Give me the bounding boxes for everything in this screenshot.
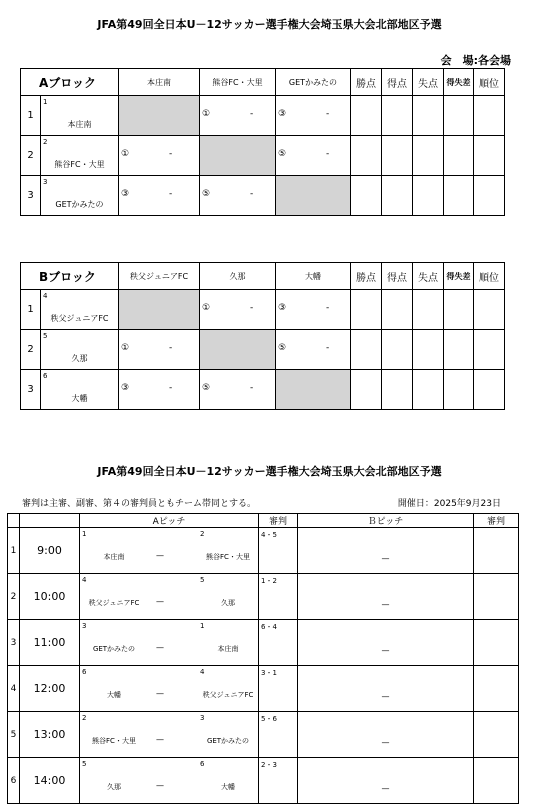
schedule-table <box>7 513 519 804</box>
goals-for-cell <box>382 96 413 136</box>
table-row <box>21 176 505 216</box>
versus-dash: — <box>381 738 390 747</box>
event-date: 開催日：2025年9月23日 <box>397 499 501 509</box>
match-cell <box>276 96 351 136</box>
header-goal-diff: 得失差 <box>444 263 474 290</box>
self-match-cell <box>200 136 276 176</box>
left-team-number: 6 <box>82 668 87 676</box>
goals-for-cell <box>382 176 413 216</box>
header-goals-for: 得点 <box>382 69 413 96</box>
b-pitch-referee <box>474 620 519 666</box>
b-pitch-referee <box>474 712 519 758</box>
points-cell <box>351 370 382 410</box>
left-team-number: 2 <box>82 714 87 722</box>
schedule-row <box>8 712 519 758</box>
score-dash: - <box>250 383 254 393</box>
schedule-row <box>8 528 519 574</box>
b-pitch-match <box>298 620 474 666</box>
referee-teams: 4・5 <box>261 531 277 539</box>
match-cell <box>119 370 200 410</box>
team-number: 6 <box>43 372 48 380</box>
versus-dash: — <box>156 781 164 790</box>
team-number: 2 <box>43 138 48 146</box>
a-pitch-referee <box>259 712 298 758</box>
header-team: 秩父ジュニアFC <box>119 263 200 290</box>
referee-teams: 1・2 <box>261 577 277 585</box>
a-pitch-match <box>80 758 259 804</box>
goal-diff-cell <box>444 330 474 370</box>
team-cell <box>41 330 119 370</box>
match-cell <box>119 176 200 216</box>
a-pitch-referee <box>259 574 298 620</box>
team-name: 本庄南 <box>67 120 92 129</box>
schedule-row <box>8 758 519 804</box>
score-dash: - <box>169 343 173 353</box>
goals-for-cell <box>382 290 413 330</box>
header-points: 勝点 <box>351 263 382 290</box>
kickoff-time: 10:00 <box>20 574 80 620</box>
left-team-name: 熊谷FC・大里 <box>92 737 136 745</box>
rank-cell <box>474 136 505 176</box>
match-number: ① <box>202 109 211 119</box>
referee-teams: 5・6 <box>261 715 277 723</box>
match-number: ③ <box>121 383 130 393</box>
points-cell <box>351 96 382 136</box>
header-goals-against: 失点 <box>413 69 444 96</box>
schedule-title: JFA第49回全日本U－12サッカー選手権大会埼玉県大会北部地区予選 <box>97 465 442 478</box>
b-pitch-referee <box>474 574 519 620</box>
match-number: ⑤ <box>278 149 287 159</box>
left-team-number: 5 <box>82 760 87 768</box>
versus-dash: — <box>156 689 164 698</box>
header-referee: 審判 <box>474 514 519 528</box>
self-match-cell <box>119 290 200 330</box>
team-name: 秩父ジュニアFC <box>50 314 109 323</box>
right-team-number: 3 <box>200 714 205 722</box>
team-cell <box>41 370 119 410</box>
match-cell <box>276 136 351 176</box>
a-pitch-referee <box>259 666 298 712</box>
self-match-cell <box>276 370 351 410</box>
right-team-number: 2 <box>200 530 205 538</box>
left-team-name: GETかみたの <box>92 645 136 653</box>
goals-for-cell <box>382 370 413 410</box>
left-team-name: 大幡 <box>107 691 121 699</box>
versus-dash: — <box>381 646 390 655</box>
score-dash: - <box>250 303 254 313</box>
versus-dash: — <box>156 597 164 606</box>
goals-against-cell <box>413 290 444 330</box>
team-cell <box>41 96 119 136</box>
b-pitch-match <box>298 528 474 574</box>
match-no: 6 <box>8 758 20 804</box>
score-dash: - <box>326 303 330 313</box>
header-team: GETかみたの <box>276 69 351 96</box>
match-number: ⑤ <box>278 343 287 353</box>
schedule-row <box>8 666 519 712</box>
match-cell <box>200 96 276 136</box>
match-number: ① <box>202 303 211 313</box>
goal-diff-cell <box>444 136 474 176</box>
referee-note: 審判は主審、副審、第４の審判員ともチーム帯同とする。 <box>22 499 257 509</box>
a-pitch-match <box>80 620 259 666</box>
match-cell <box>276 330 351 370</box>
rank-cell <box>474 290 505 330</box>
goals-against-cell <box>413 176 444 216</box>
rank-cell <box>474 176 505 216</box>
points-cell <box>351 136 382 176</box>
goals-against-cell <box>413 370 444 410</box>
score-dash: - <box>250 189 254 199</box>
match-cell <box>119 136 200 176</box>
b-pitch-match <box>298 666 474 712</box>
match-cell <box>276 290 351 330</box>
right-team-name: 本庄南 <box>217 645 239 653</box>
kickoff-time: 14:00 <box>20 758 80 804</box>
goals-against-cell <box>413 136 444 176</box>
header-team: 本庄南 <box>119 69 200 96</box>
team-name: 熊谷FC・大里 <box>54 160 105 169</box>
team-cell <box>41 176 119 216</box>
header-team: 久那 <box>200 263 276 290</box>
match-cell <box>119 330 200 370</box>
right-team-name: GETかみたの <box>206 737 250 745</box>
b-pitch-referee <box>474 758 519 804</box>
match-cell <box>200 176 276 216</box>
right-team-name: 大幡 <box>221 783 235 791</box>
b-pitch-match <box>298 712 474 758</box>
right-team-name: 久那 <box>221 599 235 607</box>
match-no: 5 <box>8 712 20 758</box>
right-team-name: 熊谷FC・大里 <box>206 553 250 561</box>
header-team: 大幡 <box>276 263 351 290</box>
goals-for-cell <box>382 136 413 176</box>
header-blank <box>20 514 80 528</box>
match-no: 3 <box>8 620 20 666</box>
goals-against-cell <box>413 96 444 136</box>
match-number: ③ <box>278 109 287 119</box>
header-a-pitch: Aピッチ <box>80 514 259 528</box>
team-number: 3 <box>43 178 48 186</box>
match-number: ① <box>121 149 130 159</box>
kickoff-time: 12:00 <box>20 666 80 712</box>
header-rank: 順位 <box>474 263 505 290</box>
team-number: 5 <box>43 332 48 340</box>
a-pitch-referee <box>259 620 298 666</box>
match-no: 2 <box>8 574 20 620</box>
a-pitch-match <box>80 712 259 758</box>
self-match-cell <box>119 96 200 136</box>
points-cell <box>351 330 382 370</box>
match-no: 4 <box>8 666 20 712</box>
header-goal-diff: 得失差 <box>444 69 474 96</box>
left-team-name: 久那 <box>107 783 121 791</box>
header-referee: 審判 <box>259 514 298 528</box>
a-pitch-referee <box>259 528 298 574</box>
match-number: ③ <box>121 189 130 199</box>
schedule-row <box>8 574 519 620</box>
match-number: ⑤ <box>202 383 211 393</box>
versus-dash: — <box>381 600 390 609</box>
score-dash: - <box>326 109 330 119</box>
match-no: 1 <box>8 528 20 574</box>
b-pitch-referee <box>474 528 519 574</box>
kickoff-time: 13:00 <box>20 712 80 758</box>
versus-dash: — <box>381 554 390 563</box>
goal-diff-cell <box>444 96 474 136</box>
header-rank: 順位 <box>474 69 505 96</box>
match-cell <box>200 290 276 330</box>
page-title: JFA第49回全日本U－12サッカー選手権大会埼玉県大会北部地区予選 <box>97 18 442 31</box>
block-b-table <box>20 262 505 410</box>
score-dash: - <box>326 149 330 159</box>
rank-cell <box>474 96 505 136</box>
points-cell <box>351 290 382 330</box>
versus-dash: — <box>156 551 164 560</box>
self-match-cell <box>276 176 351 216</box>
block-name: Aブロック <box>21 69 119 96</box>
team-cell <box>41 136 119 176</box>
versus-dash: — <box>156 643 164 652</box>
left-team-name: 本庄南 <box>103 553 125 561</box>
row-index: 3 <box>21 370 41 410</box>
header-b-pitch: Ｂピッチ <box>298 514 474 528</box>
venue-label: 会 場:各会場 <box>440 54 511 67</box>
match-number: ③ <box>278 303 287 313</box>
referee-teams: 3・1 <box>261 669 277 677</box>
team-name: GETかみたの <box>55 200 104 209</box>
schedule-row <box>8 620 519 666</box>
table-row <box>21 370 505 410</box>
versus-dash: — <box>381 784 390 793</box>
versus-dash: — <box>156 735 164 744</box>
right-team-number: 6 <box>200 760 205 768</box>
right-team-number: 1 <box>200 622 205 630</box>
goal-diff-cell <box>444 370 474 410</box>
team-number: 4 <box>43 292 48 300</box>
a-pitch-match <box>80 666 259 712</box>
header-goals-for: 得点 <box>382 263 413 290</box>
table-row <box>21 330 505 370</box>
right-team-number: 4 <box>200 668 205 676</box>
kickoff-time: 11:00 <box>20 620 80 666</box>
self-match-cell <box>200 330 276 370</box>
score-dash: - <box>250 109 254 119</box>
referee-teams: 2・3 <box>261 761 277 769</box>
match-number: ⑤ <box>202 189 211 199</box>
rank-cell <box>474 330 505 370</box>
row-index: 2 <box>21 136 41 176</box>
left-team-number: 4 <box>82 576 87 584</box>
right-team-number: 5 <box>200 576 205 584</box>
score-dash: - <box>169 383 173 393</box>
referee-teams: 6・4 <box>261 623 277 631</box>
b-pitch-match <box>298 758 474 804</box>
table-row <box>21 96 505 136</box>
goal-diff-cell <box>444 290 474 330</box>
header-goals-against: 失点 <box>413 263 444 290</box>
score-dash: - <box>169 149 173 159</box>
a-pitch-match <box>80 528 259 574</box>
block-a-table <box>20 68 505 216</box>
b-pitch-match <box>298 574 474 620</box>
header-team: 熊谷FC・大里 <box>200 69 276 96</box>
team-cell <box>41 290 119 330</box>
score-dash: - <box>169 189 173 199</box>
row-index: 2 <box>21 330 41 370</box>
left-team-name: 秩父ジュニアFC <box>88 599 140 607</box>
team-name: 久那 <box>71 354 88 363</box>
versus-dash: — <box>381 692 390 701</box>
row-index: 1 <box>21 96 41 136</box>
match-number: ① <box>121 343 130 353</box>
right-team-name: 秩父ジュニアFC <box>202 691 254 699</box>
a-pitch-match <box>80 574 259 620</box>
left-team-number: 1 <box>82 530 87 538</box>
team-number: 1 <box>43 98 48 106</box>
goal-diff-cell <box>444 176 474 216</box>
header-blank <box>8 514 20 528</box>
a-pitch-referee <box>259 758 298 804</box>
score-dash: - <box>326 343 330 353</box>
header-points: 勝点 <box>351 69 382 96</box>
goals-for-cell <box>382 330 413 370</box>
team-name: 大幡 <box>71 394 88 403</box>
left-team-number: 3 <box>82 622 87 630</box>
table-row <box>21 136 505 176</box>
goals-against-cell <box>413 330 444 370</box>
rank-cell <box>474 370 505 410</box>
b-pitch-referee <box>474 666 519 712</box>
row-index: 3 <box>21 176 41 216</box>
match-cell <box>200 370 276 410</box>
block-name: Bブロック <box>21 263 119 290</box>
points-cell <box>351 176 382 216</box>
row-index: 1 <box>21 290 41 330</box>
table-row <box>21 290 505 330</box>
kickoff-time: 9:00 <box>20 528 80 574</box>
